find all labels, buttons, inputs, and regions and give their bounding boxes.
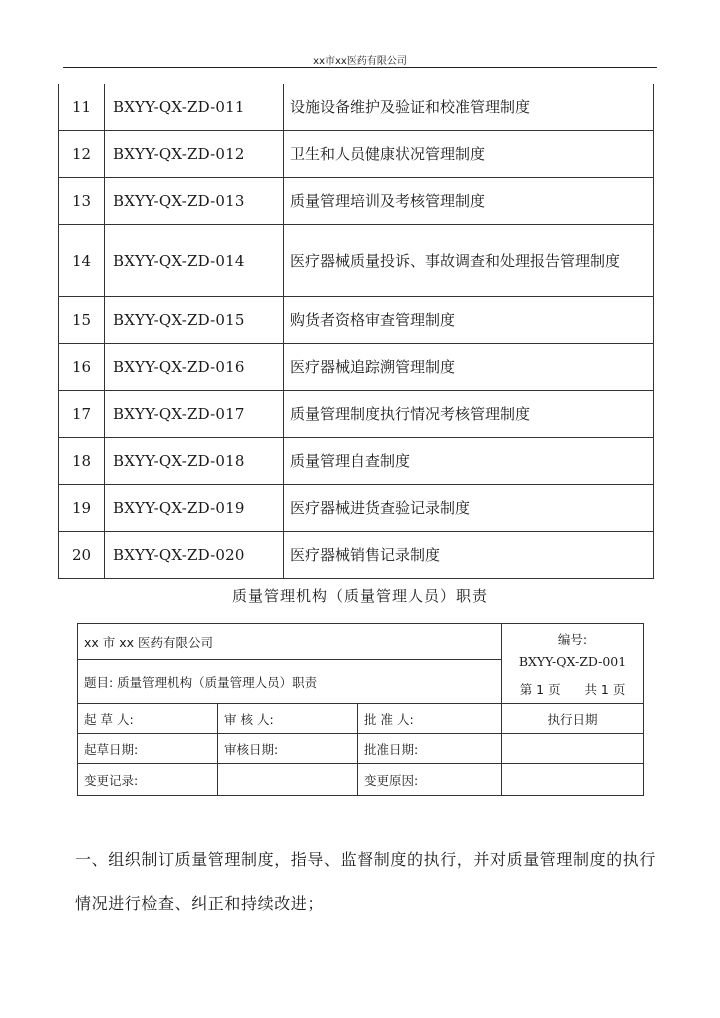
form-drafter-label: 起 草 人: bbox=[78, 704, 218, 734]
row-code: BXYY-QX-ZD-020 bbox=[105, 532, 284, 579]
row-name: 质量管理自查制度 bbox=[284, 438, 654, 485]
row-code: BXYY-QX-ZD-012 bbox=[105, 131, 284, 178]
form-change-record-label: 变更记录: bbox=[78, 764, 218, 796]
row-name: 设施设备维护及验证和校准管理制度 bbox=[284, 84, 654, 131]
row-code: BXYY-QX-ZD-017 bbox=[105, 391, 284, 438]
form-reviewer-label: 审 核 人: bbox=[218, 704, 358, 734]
table-row bbox=[59, 438, 654, 485]
row-code: BXYY-QX-ZD-016 bbox=[105, 344, 284, 391]
row-name: 卫生和人员健康状况管理制度 bbox=[284, 131, 654, 178]
form-effective-date-value bbox=[502, 734, 644, 764]
row-number: 11 bbox=[59, 84, 105, 131]
form-number-label: 编号: bbox=[557, 631, 588, 647]
row-number: 18 bbox=[59, 438, 105, 485]
form-number-cell bbox=[502, 624, 644, 704]
form-effective-date-label: 执行日期 bbox=[502, 704, 644, 734]
row-code: BXYY-QX-ZD-011 bbox=[105, 84, 284, 131]
row-code: BXYY-QX-ZD-013 bbox=[105, 178, 284, 225]
form-draft-date-label: 起草日期: bbox=[78, 734, 218, 764]
form-approver-label: 批 准 人: bbox=[358, 704, 502, 734]
row-name: 医疗器械销售记录制度 bbox=[284, 532, 654, 579]
row-number: 14 bbox=[59, 225, 105, 297]
row-name: 医疗器械进货查验记录制度 bbox=[284, 485, 654, 532]
row-name: 医疗器械追踪溯管理制度 bbox=[284, 344, 654, 391]
table-row bbox=[59, 178, 654, 225]
row-number: 17 bbox=[59, 391, 105, 438]
form-total-label: 共 1 页 bbox=[584, 681, 626, 697]
row-name: 质量管理培训及考核管理制度 bbox=[284, 178, 654, 225]
row-code: BXYY-QX-ZD-015 bbox=[105, 297, 284, 344]
form-page-label: 第 1 页 bbox=[519, 681, 561, 697]
table-row bbox=[59, 532, 654, 579]
form-review-date-label: 审核日期: bbox=[218, 734, 358, 764]
form-change-reason-value bbox=[502, 764, 644, 796]
row-number: 15 bbox=[59, 297, 105, 344]
row-name: 医疗器械质量投诉、事故调查和处理报告管理制度 bbox=[284, 225, 654, 297]
row-number: 19 bbox=[59, 485, 105, 532]
row-number: 13 bbox=[59, 178, 105, 225]
page-header-company: xx市xx医药有限公司 bbox=[313, 56, 407, 67]
form-page-info bbox=[508, 679, 637, 701]
form-change-record-value bbox=[218, 764, 358, 796]
form-approve-date-label: 批准日期: bbox=[358, 734, 502, 764]
row-name: 质量管理制度执行情况考核管理制度 bbox=[284, 391, 654, 438]
section-title: 质量管理机构（质量管理人员）职责 bbox=[231, 587, 488, 605]
table-row bbox=[59, 344, 654, 391]
table-row bbox=[59, 225, 654, 297]
form-subject: 题目: 质量管理机构（质量管理人员）职责 bbox=[78, 660, 502, 704]
body-paragraph: 一、组织制订质量管理制度，指导、监督制度的执行，并对质量管理制度的执行情况进行检查、纠正和持续改进； bbox=[75, 850, 657, 913]
header-divider bbox=[63, 67, 657, 68]
table-row bbox=[59, 84, 654, 131]
row-code: BXYY-QX-ZD-019 bbox=[105, 485, 284, 532]
table-row bbox=[59, 391, 654, 438]
form-number-value: BXYY-QX-ZD-001 bbox=[518, 653, 627, 669]
document-control-form bbox=[77, 623, 644, 796]
form-company: xx 市 xx 医药有限公司 bbox=[78, 624, 502, 660]
form-change-reason-label: 变更原因: bbox=[358, 764, 502, 796]
row-name: 购货者资格审查管理制度 bbox=[284, 297, 654, 344]
row-number: 20 bbox=[59, 532, 105, 579]
row-code: BXYY-QX-ZD-018 bbox=[105, 438, 284, 485]
row-number: 16 bbox=[59, 344, 105, 391]
row-number: 12 bbox=[59, 131, 105, 178]
table-row bbox=[59, 131, 654, 178]
table-row bbox=[59, 485, 654, 532]
policy-index-table bbox=[58, 84, 654, 579]
table-row bbox=[59, 297, 654, 344]
row-code: BXYY-QX-ZD-014 bbox=[105, 225, 284, 297]
